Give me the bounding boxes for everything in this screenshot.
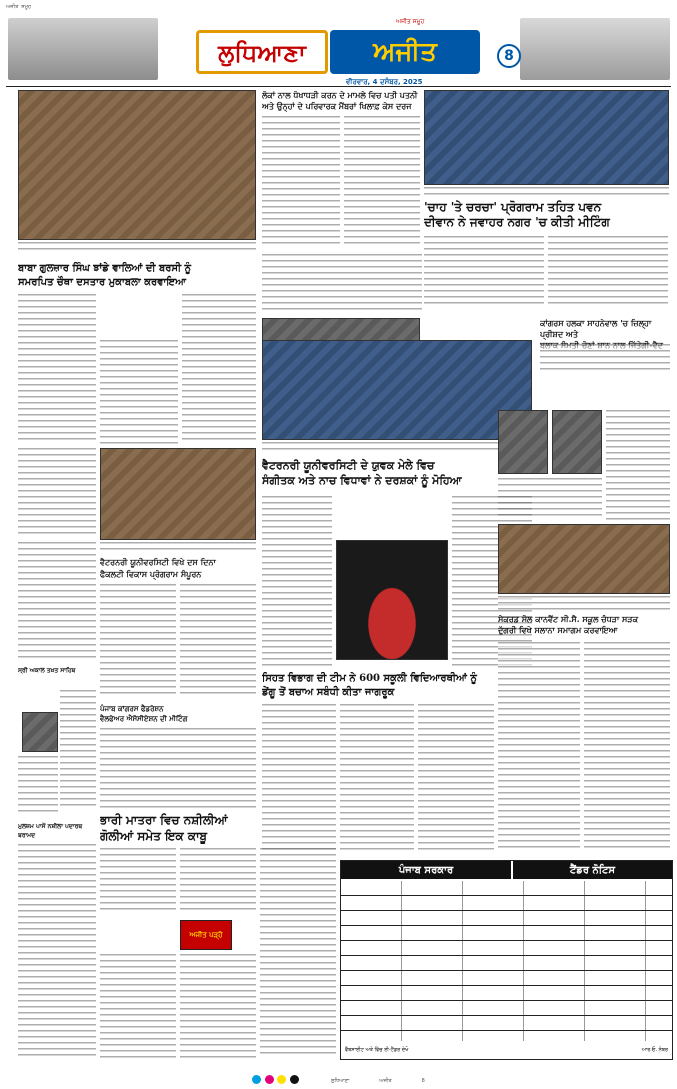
- masthead-date: ਵੀਰਵਾਰ, 4 ਦਸੰਬਰ, 2025: [346, 78, 423, 86]
- black-swatch: [290, 1075, 299, 1084]
- yellow-swatch: [277, 1075, 286, 1084]
- vet-faculty-body-col2: [180, 584, 256, 694]
- magenta-swatch: [265, 1075, 274, 1084]
- chah-charcha-caption: [424, 187, 669, 197]
- congress-halka-body-bottom: [498, 478, 602, 520]
- chah-charcha-headline: [424, 200, 669, 230]
- masthead: [196, 18, 496, 86]
- punjab-congress-headline-line1: ਪੰਜਾਬ ਕਾਂਗਰਸ ਫੈਡਰੇਸ਼ਨ: [100, 704, 164, 713]
- brief-left-body: [18, 448, 96, 538]
- vet-youth-headline: [262, 458, 532, 488]
- dastar-headline-line2: ਸਮਰਪਿਤ ਚੌਥਾ ਦਸਤਾਰ ਮੁਕਾਬਲਾ ਕਰਵਾਇਆ: [18, 277, 186, 288]
- drugs-seized-body-col5: [180, 954, 256, 1058]
- masthead-left-illustration: [8, 18, 158, 80]
- drugs-seized-body-col3: [260, 848, 336, 1058]
- fraud-headline-line1: ਲੋਕਾਂ ਨਾਲ ਧੋਖਾਧੜੀ ਕਰਨ ਦੇ ਮਾਮਲੇ ਵਿਚ ਪਤੀ ਪਤਨੀ: [262, 90, 418, 100]
- vet-faculty-headline: [100, 556, 256, 580]
- health-dengue-headline: [262, 672, 494, 700]
- health-dengue-headline-line1: ਸਿਹਤ ਵਿਭਾਗ ਦੀ ਟੀਮ ਨੇ 600 ਸਕੂਲੀ ਵਿਦਿਆਰਥੀਆਂ ਨੂੰ: [262, 673, 477, 684]
- tender-footer-left: ਵੈੱਬਸਾਈਟ ਅਤੇ ਵਿੱਚ ਈ-ਟੈਂਡਰ ਦੇਖੋ: [345, 1047, 409, 1053]
- advertisement-box: ਅਜੀਤ ਪੜ੍ਹੋ: [180, 920, 232, 950]
- drugs-seized-body-col1: [100, 848, 176, 914]
- chah-charcha-body-col1: [424, 236, 544, 306]
- chah-charcha-body-col2: [548, 236, 668, 306]
- chah-charcha-headline-line1: 'ਚਾਹ 'ਤੇ ਚਰਚਾ' ਪ੍ਰੋਗਰਾਮ ਤਹਿਤ ਪਵਨ: [424, 200, 602, 214]
- vet-faculty-headline-line1: ਵੈਟਰਨਰੀ ਯੂਨੀਵਰਸਿਟੀ ਵਿਖੇ ਦਸ ਦਿਨਾ: [100, 557, 216, 567]
- fraud-body-col1: [262, 116, 340, 246]
- fraud-body-col2: [344, 116, 420, 246]
- dastar-body-col2: [100, 340, 178, 444]
- masthead-tagline: ਅਜੀਤ ਸਮੂਹ: [396, 18, 425, 25]
- school-competition-headline-line2: ਦੁੱਗਰੀ ਵਿਖੇ ਸਲਾਨਾ ਸਮਾਗਮ ਕਰਵਾਇਆ: [498, 625, 618, 635]
- faculty-program-caption: [100, 542, 256, 552]
- left-column-body: [18, 542, 96, 662]
- print-slug: [0, 0, 677, 14]
- vet-youth-headline-line1: ਵੈਟਰਨਰੀ ਯੂਨੀਵਰਸਿਟੀ ਦੇ ਯੁਵਕ ਮੇਲੇ ਵਿਚ: [262, 459, 435, 472]
- tender-notice-title: ਟੈਂਡਰ ਨੋਟਿਸ: [511, 861, 672, 879]
- chah-charcha-photo: [424, 90, 669, 185]
- health-dengue-body-col2: [340, 704, 414, 852]
- punjab-congress-headline: [100, 704, 256, 724]
- tender-table-columns: [341, 881, 672, 1041]
- congress-halka-body-right: [606, 410, 670, 520]
- masthead-right-illustration: [520, 18, 670, 80]
- school-function-photo: [498, 524, 670, 594]
- drugs-seized-body-col2: [180, 848, 256, 914]
- akal-takht-brief-title: ਸ੍ਰੀ ਅਕਾਲ ਤਖ਼ਤ ਸਾਹਿਬ: [18, 667, 76, 674]
- dastar-competition-photo: [18, 90, 256, 240]
- dastar-headline-line1: ਬਾਬਾ ਗੁਲਜ਼ਾਰ ਸਿੰਘ ਝਾਂਡੇ ਵਾਲਿਆਂ ਦੀ ਬਰਸੀ ਨੂੰ: [18, 263, 192, 274]
- dastar-body-col3: [182, 294, 256, 444]
- vet-faculty-headline-line2: ਫੈਕਲਟੀ ਵਿਕਾਸ ਪ੍ਰੋਗਰਾਮ ਸੰਪੂਰਨ: [100, 569, 202, 579]
- fraud-headline: [262, 90, 420, 112]
- drugs-seized-headline-line1: ਭਾਰੀ ਮਾਤਰਾ ਵਿਚ ਨਸ਼ੀਲੀਆਂ: [100, 813, 228, 827]
- accused-brief-body: [18, 844, 96, 1058]
- fraud-headline-line2: ਅਤੇ ਉਨ੍ਹਾਂ ਦੇ ਪਰਿਵਾਰਕ ਮੈਂਬਰਾਂ ਖਿਲਾਫ਼ ਕੇਸ ਦਰਜ: [262, 101, 412, 111]
- school-competition-body-col1: [498, 642, 580, 852]
- akal-takht-brief-body-lower: [18, 756, 58, 812]
- masthead-divider: [6, 86, 671, 87]
- dastar-headline: [18, 262, 256, 290]
- drugs-seized-body-col4: [100, 954, 176, 1058]
- vet-youth-headline-line2: ਸੰਗੀਤਕ ਅਤੇ ਨਾਚ ਵਿਧਾਵਾਂ ਨੇ ਦਰਸ਼ਕਾਂ ਨੂੰ ਮੋਹਿਆ: [262, 474, 462, 487]
- footer-left-text: ਲੁਧਿਆਣਾ: [331, 1077, 350, 1084]
- punjab-congress-headline-line2: ਵੈਲਫੇਅਰ ਐਸੋਸੀਏਸ਼ਨ ਦੀ ਮੀਟਿੰਗ: [100, 714, 188, 723]
- event-group-photo: [262, 340, 532, 440]
- page-footer: [0, 1072, 677, 1089]
- dance-performance-photo: [336, 540, 448, 660]
- event-group-caption: [262, 442, 532, 454]
- tender-footer-right: ਆਰ.ਓ. ਨੰਬਰ: [641, 1047, 668, 1053]
- middle-brief-body: [262, 254, 422, 314]
- chah-charcha-headline-line2: ਦੀਵਾਨ ਨੇ ਜਵਾਹਰ ਨਗਰ 'ਚ ਕੀਤੀ ਮੀਟਿੰਗ: [424, 215, 610, 229]
- masthead-paper-name: ਅਜੀਤ: [330, 30, 480, 74]
- print-slug-text: ਅਜੀਤ ਸਮੂਹ: [6, 4, 31, 10]
- vet-youth-body-col1: [262, 496, 332, 666]
- school-competition-headline-line1: ਸੇਕਰਡ ਸੋਲ ਕਾਨਵੈਂਟ ਸੀ.ਸੈ. ਸਕੂਲ ਚੰਧੜਾ ਸੜਕ: [498, 614, 639, 624]
- akal-takht-brief-headline: [18, 666, 96, 675]
- drugs-seized-headline-line2: ਗੋਲੀਆਂ ਸਮੇਤ ਇਕ ਕਾਬੂ: [100, 829, 207, 843]
- accused-brief-headline: [18, 822, 96, 840]
- footer-right-text: 8: [421, 1077, 425, 1084]
- tender-footer: [341, 1043, 672, 1059]
- footer-center-text: ਅਜੀਤ: [379, 1077, 392, 1084]
- akal-takht-brief-body: [60, 690, 96, 810]
- congress-portrait-1: [498, 410, 548, 474]
- vet-faculty-body-col1: [100, 584, 176, 694]
- congress-halka-body-top: [540, 344, 670, 374]
- dastar-photo-caption: [18, 242, 256, 254]
- congress-portrait-2: [552, 410, 602, 474]
- school-function-caption: [498, 596, 670, 610]
- punjab-congress-body: [100, 728, 256, 808]
- tender-header: [341, 861, 672, 879]
- masthead-city: ਲੁਧਿਆਣਾ: [196, 30, 328, 74]
- accused-brief-title: ਮੁਲਜ਼ਮ ਪਾਸੋਂ ਨਸ਼ੀਲਾ ਪਦਾਰਥ ਬਰਾਮਦ: [18, 823, 83, 839]
- congress-halka-headline-line1: ਕਾਂਗਰਸ ਹਲਕਾ ਸਾਹਨੇਵਾਲ 'ਚ ਜ਼ਿਲ੍ਹਾ ਪ੍ਰੀਸ਼ਦ ਅਤੇ: [540, 318, 652, 339]
- page-number: 8: [497, 44, 521, 68]
- faculty-program-photo: [100, 448, 256, 540]
- school-competition-headline: [498, 614, 670, 636]
- dastar-body-col1: [18, 294, 96, 444]
- health-dengue-body-col3: [418, 704, 494, 852]
- health-dengue-headline-line2: ਡੇਂਗੂ ਤੋਂ ਬਚਾਅ ਸਬੰਧੀ ਕੀਤਾ ਜਾਗਰੂਕ: [262, 687, 395, 698]
- tender-govt-title: ਪੰਜਾਬ ਸਰਕਾਰ: [341, 861, 511, 879]
- tender-notice: [340, 860, 673, 1060]
- akal-takht-brief-portrait: [22, 712, 58, 752]
- school-competition-body-col2: [584, 642, 670, 852]
- footer-color-swatches: [252, 1075, 301, 1086]
- drugs-seized-headline: [100, 812, 336, 844]
- cyan-swatch: [252, 1075, 261, 1084]
